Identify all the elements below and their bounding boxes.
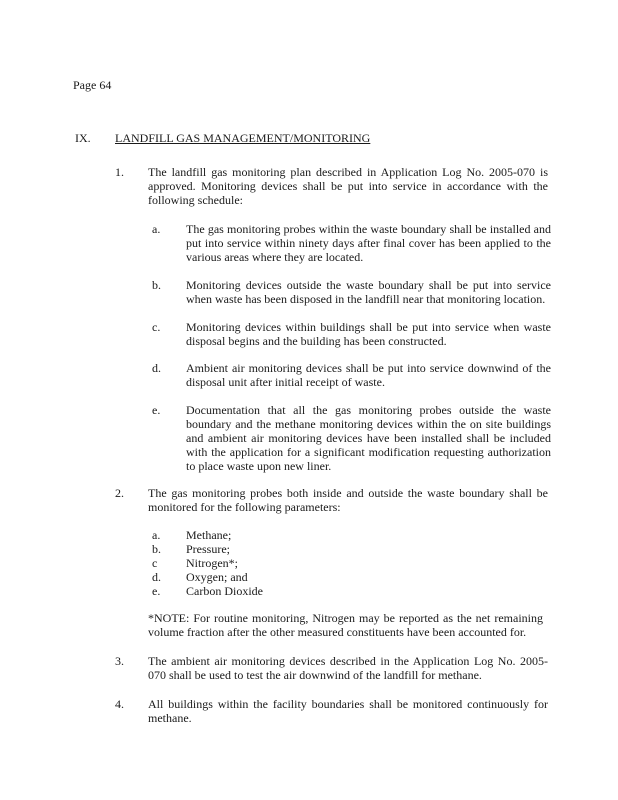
item-text: All buildings within the facility boundaries shall be monitored continuously for methane.: [148, 697, 548, 725]
subitem-marker: a.: [152, 222, 161, 236]
item-text: The ambient air monitoring devices described in the Application Log No. 2005-070 shall be used to test the air downwind of the landfill for methane.: [148, 654, 548, 682]
parameter-text: Pressure;: [186, 542, 230, 556]
item-marker: 2.: [115, 486, 124, 500]
item-text: The gas monitoring probes both inside and outside the waste boundary shall be monitored for the following parameters:: [148, 486, 548, 514]
nitrogen-note: *NOTE: For routine monitoring, Nitrogen may be reported as the net remaining volume fraction after the other measured constituents have been accounted for.: [148, 611, 543, 639]
subitem-text: Ambient air monitoring devices shall be put into service downwind of the disposal unit after initial receipt of waste.: [186, 361, 551, 389]
item-marker: 3.: [115, 654, 124, 668]
parameter-marker: a.: [152, 528, 161, 542]
subitem-marker: c.: [152, 320, 161, 334]
parameter-text: Oxygen; and: [186, 570, 248, 584]
parameter-marker: e.: [152, 584, 161, 598]
subitem-text: Monitoring devices outside the waste boundary shall be put into service when waste has been disposed in the landfill near that monitoring location.: [186, 278, 551, 306]
page-number: Page 64: [73, 78, 112, 92]
subitem-text: Documentation that all the gas monitoring probes outside the waste boundary and the methane monitoring devices within the on site buildings and ambient air monitoring devices have been installed shall be included with the application for a significant modification requesting authorization to place waste upon new liner.: [186, 403, 551, 473]
parameter-marker: c: [152, 556, 158, 570]
subitem-text: Monitoring devices within buildings shall be put into service when waste disposal begins and the building has been constructed.: [186, 320, 551, 348]
section-numeral: IX.: [75, 131, 91, 145]
section-heading: LANDFILL GAS MANAGEMENT/MONITORING: [115, 131, 371, 145]
subitem-marker: e.: [152, 403, 161, 417]
item-marker: 1.: [115, 165, 124, 179]
parameter-text: Carbon Dioxide: [186, 584, 263, 598]
item-text: The landfill gas monitoring plan described in Application Log No. 2005-070 is approved. Monitoring devices shall be put into service in accordance with the following schedule:: [148, 165, 548, 207]
parameter-text: Methane;: [186, 528, 232, 542]
item-marker: 4.: [115, 697, 124, 711]
parameter-marker: b.: [152, 542, 161, 556]
section-title: [75, 131, 370, 146]
subitem-marker: d.: [152, 361, 161, 375]
parameter-text: Nitrogen*;: [186, 556, 238, 570]
parameter-marker: d.: [152, 570, 161, 584]
subitem-text: The gas monitoring probes within the waste boundary shall be installed and put into service within ninety days after final cover has been applied to the various areas where they are located.: [186, 222, 551, 264]
subitem-marker: b.: [152, 278, 161, 292]
